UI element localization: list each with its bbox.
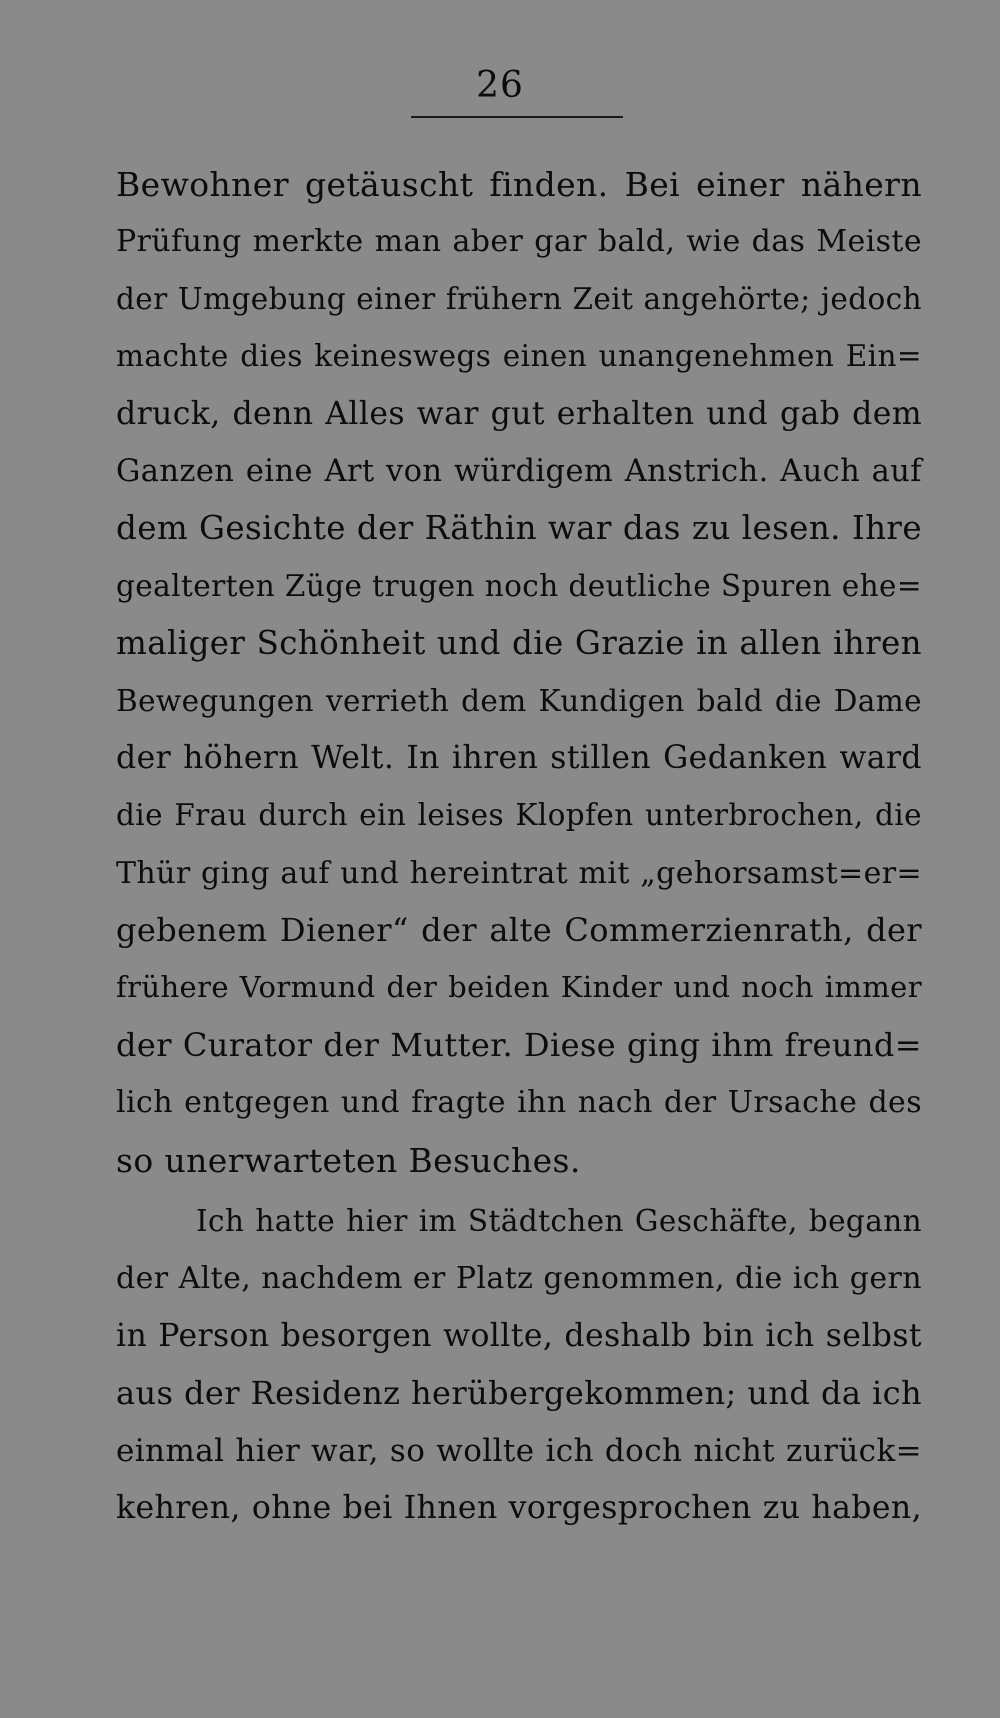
text-line: Bewohner getäuscht finden. Bei einer nähern [116,165,922,204]
header-rule [411,116,623,118]
text-line: machte dies keineswegs einen unangenehmen Ein= [116,339,922,374]
paragraph-2 [116,1193,922,1537]
text-line: der Umgebung einer frühern Zeit angehörte; jedoch [116,281,922,316]
text-line: aus der Residenz herübergekommen; und da ich [116,1374,922,1413]
paragraph-1 [116,156,922,1189]
text-line: in Person besorgen wollte, deshalb bin ich selbst [116,1317,922,1354]
text-line: der Alte, nachdem er Platz genommen, die ich gern [116,1261,922,1297]
page-number: 26 [476,65,524,106]
text-line: maliger Schönheit und die Grazie in allen ihren [116,624,922,663]
text-line: lich entgegen und fragte ihn nach der Ursache des [116,1085,922,1121]
text-line: einmal hier war, so wollte ich doch nicht zurück= [116,1432,922,1469]
text-line: dem Gesichte der Räthin war das zu lesen. Ihre [116,509,922,548]
text-line: kehren, ohne bei Ihnen vorgesprochen zu haben, [116,1489,922,1526]
text-line: Ganzen eine Art von würdigem Anstrich. Auch auf [116,453,922,489]
text-line: der Curator der Mutter. Diese ging ihm freund= [116,1025,922,1064]
text-line: frühere Vormund der beiden Kinder und noch immer [116,970,922,1005]
text-line: Thür ging auf und hereintrat mit „gehorsamst=er= [116,855,922,891]
text-line-indented: Ich hatte hier im Städtchen Geschäfte, begann [196,1204,922,1239]
text-line: Prüfung merkte man aber gar bald, wie das Meiste [116,224,922,260]
body-text [116,156,922,1537]
text-line: die Frau durch ein leises Klopfen unterbrochen, die [116,798,922,833]
text-line: druck, denn Alles war gut erhalten und gab dem [116,395,922,432]
text-line: gealterten Züge trugen noch deutliche Spuren ehe= [116,568,922,603]
text-line: der höhern Welt. In ihren stillen Gedanken ward [116,739,922,776]
text-line: gebenem Diener“ der alte Commerzienrath, der [116,911,922,950]
text-line: Bewegungen verrieth dem Kundigen bald die Dame [116,683,922,718]
text-line-last: so unerwarteten Besuches. [116,1140,581,1180]
